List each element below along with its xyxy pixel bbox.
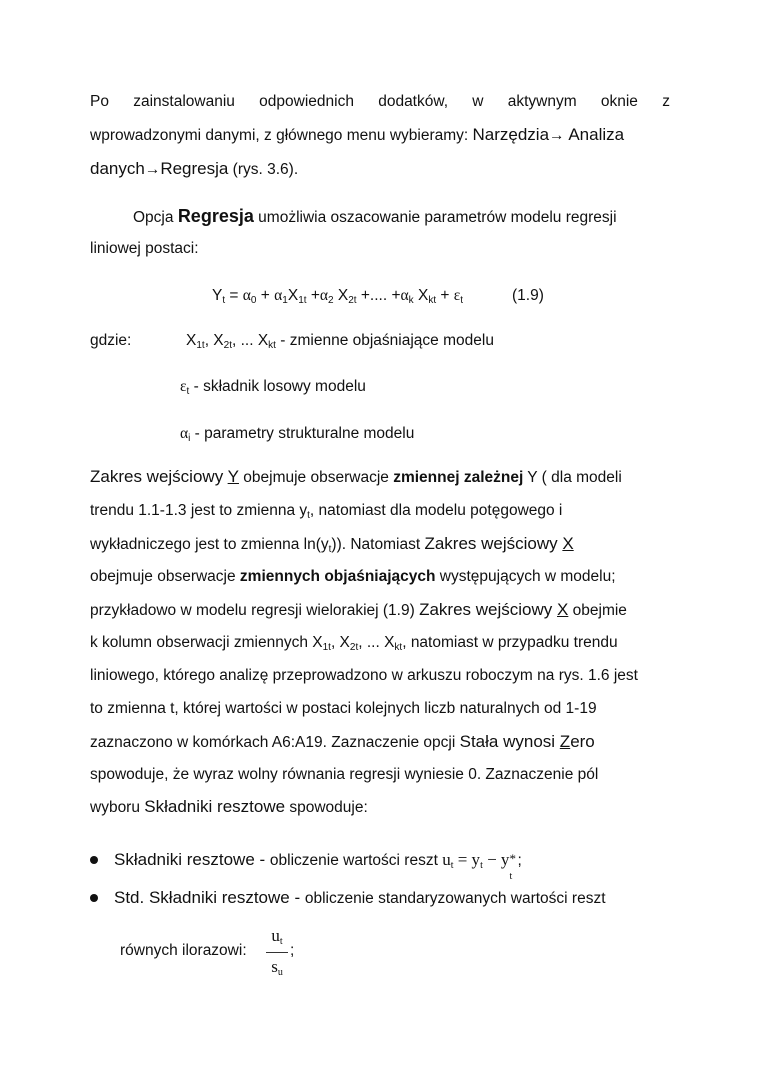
text: obliczenie standaryzowanych wartości reszt [304, 890, 606, 907]
text: , X [204, 332, 224, 349]
option-skladniki: Składniki resztowe - [114, 850, 270, 869]
menu-item-narzedzia: Narzędzia [472, 125, 550, 144]
term-y: Y [227, 467, 239, 486]
fraction-bar [266, 952, 288, 953]
option-std-skladniki: Std. Składniki resztowe - [114, 888, 305, 907]
sub: t [328, 544, 332, 555]
eq-sub: k [408, 295, 414, 306]
word: oknie [600, 93, 638, 110]
text: X [186, 332, 197, 349]
text: obejmuje obserwacje [90, 568, 240, 585]
sub: 1t [196, 340, 205, 351]
text: obejmuje obserwacje [238, 469, 394, 486]
text: , natomiast dla modelu potęgowego i [309, 502, 563, 519]
eq-part: = [225, 287, 243, 304]
sub: kt [394, 642, 403, 653]
text: obejmie [568, 602, 627, 619]
text: , ... X [358, 634, 395, 651]
eq-part: + [256, 287, 275, 304]
word: z [662, 93, 670, 110]
formula: = y [453, 850, 481, 869]
sub: t [480, 860, 483, 871]
term-zakres: Zakres wejściowy [90, 467, 228, 486]
word: aktywnym [507, 93, 577, 110]
word: dodatków, [378, 93, 449, 110]
eq-alpha: α [242, 287, 251, 304]
text: )). Natomiast [331, 536, 425, 553]
eq-sub: 1 [282, 295, 288, 306]
para3-line2 [90, 500, 670, 522]
eq-sub: t [460, 295, 464, 306]
term-x: X [562, 534, 574, 553]
ratio-end: ; [290, 942, 295, 959]
sub: u [277, 967, 283, 978]
arrow-icon: → [144, 161, 161, 178]
formula: u [271, 926, 280, 945]
sub: i [188, 433, 191, 444]
para3-line8: to zmienna t, której wartości w postaci kolejnych liczb naturalnych od 1-19 [90, 700, 597, 717]
text: , ... X [231, 332, 269, 349]
epsilon-symbol: ε [180, 378, 187, 395]
para1-line2 [90, 124, 670, 147]
eq-sub: 0 [250, 295, 257, 306]
option-stala: Stała wynosi [459, 732, 560, 751]
menu-item-analiza: Analiza [564, 125, 625, 144]
eq-epsilon: ε [453, 287, 461, 304]
text: (rys. 3.6). [228, 161, 299, 178]
term-zakres: Zakres wejściowy [424, 534, 563, 553]
para3-line1 [90, 466, 670, 489]
eq-part: Y [212, 287, 223, 304]
option-regresja: Regresja [177, 206, 254, 226]
formula: u [442, 850, 451, 869]
definition-x [186, 330, 670, 352]
text: wyboru [90, 799, 145, 816]
text: ; [517, 852, 522, 869]
sub: 1t [322, 642, 331, 653]
text: , X [330, 634, 350, 651]
eq-part: + [306, 287, 320, 304]
text: trendu 1.1-1.3 jest to zmienna y [90, 502, 308, 519]
formula: − y [482, 850, 510, 869]
text: zaznaczono w komórkach A6:A19. Zaznaczenie opcji [90, 734, 460, 751]
para3-line11 [90, 796, 670, 819]
text: wykładniczego jest to zmienna ln(y [90, 536, 329, 553]
fraction-numerator [266, 926, 288, 946]
menu-item-regresja: Regresja [160, 159, 229, 178]
eq-part: X [413, 287, 429, 304]
text: umożliwia oszacowanie parametrów modelu regresji [253, 209, 617, 226]
menu-item-danych: danych [90, 159, 145, 178]
sub: 2t [349, 642, 359, 653]
term-x: X [557, 600, 569, 619]
ratio-label: równych ilorazowi: [120, 942, 247, 959]
arrow-icon: → [549, 127, 565, 144]
para3-line7: liniowego, którego analizę przeprowadzono w arkuszu roboczym na rys. 1.6 jest [90, 667, 638, 684]
bullet-item-2 [114, 887, 670, 910]
eq-part: +.... + [356, 287, 401, 304]
sub: 2t [223, 340, 232, 351]
option-stala-rest: ero [570, 732, 595, 751]
text: - składnik losowy modelu [189, 378, 366, 395]
eq-alpha: α [319, 287, 329, 304]
fraction-denominator [266, 957, 288, 977]
bold-text: zmiennej zależnej [393, 469, 524, 486]
para1-line1 [90, 91, 670, 113]
eq-part: + [436, 287, 454, 304]
eq-part: X [333, 287, 349, 304]
word: Po [90, 93, 109, 110]
sub: t [307, 510, 310, 521]
sub: t [450, 860, 454, 871]
para3-line4 [90, 566, 670, 588]
text: Opcja [133, 209, 178, 226]
text: wprowadzonymi danymi, z głównego menu wybieramy: [90, 127, 473, 144]
definition-alpha [180, 423, 670, 445]
eq-sub: 2 [328, 295, 334, 306]
text: - zmienne objaśniające modelu [275, 332, 494, 349]
option-skladniki: Składniki resztowe [144, 797, 286, 816]
formula: s [271, 957, 278, 976]
eq-sub: 1t [298, 295, 307, 306]
bullet-item-1: Składniki resztowe - obliczenie wartości reszt $u_t = y_t - y$ * t ; [114, 850, 522, 882]
text: spowoduje: [285, 799, 368, 816]
text: obliczenie wartości reszt [269, 852, 443, 869]
alpha-symbol: α [180, 425, 189, 442]
bullet-icon [90, 894, 98, 902]
eq-sub: t [222, 295, 226, 306]
para3-line5 [90, 599, 670, 622]
eq-alpha: α [400, 287, 409, 304]
eq-alpha: α [274, 287, 283, 304]
sub: t [279, 936, 283, 947]
term-zakres: Zakres wejściowy [419, 600, 557, 619]
equation-number: (1.9) [512, 287, 544, 304]
gdzie-label: gdzie: [90, 332, 132, 349]
bold-text: zmiennych objaśniających [239, 568, 436, 585]
text: k kolumn obserwacji zmiennych X [90, 634, 323, 651]
para3-line9 [90, 731, 670, 754]
text: Y ( dla modeli [523, 469, 622, 486]
para2-line2: liniowej postaci: [90, 240, 199, 257]
eq-sub: 2t [348, 295, 357, 306]
eq-part: X [287, 287, 299, 304]
word: zainstalowaniu [133, 93, 235, 110]
para3-line10: spowoduje, że wyraz wolny równania regresji wyniesie 0. Zaznaczenie pól [90, 766, 599, 783]
sub: t [186, 386, 190, 397]
para2-line1 [133, 205, 670, 229]
text: , natomiast w przypadku trendu [402, 634, 618, 651]
para3-line6 [90, 632, 670, 654]
text: przykładowo w modelu regresji wielorakiej (1.9) [90, 602, 420, 619]
para1-line3 [90, 158, 670, 181]
word: w [472, 93, 484, 110]
text: - parametry strukturalne modelu [190, 425, 415, 442]
bullet-icon [90, 856, 98, 864]
para3-line3 [90, 533, 670, 556]
sub: kt [268, 340, 276, 351]
definition-epsilon [180, 376, 670, 398]
eq-sub: kt [428, 295, 437, 306]
word: odpowiednich [259, 93, 354, 110]
text: występujących w modelu; [435, 568, 616, 585]
option-stala-hotkey: Z [559, 732, 571, 751]
